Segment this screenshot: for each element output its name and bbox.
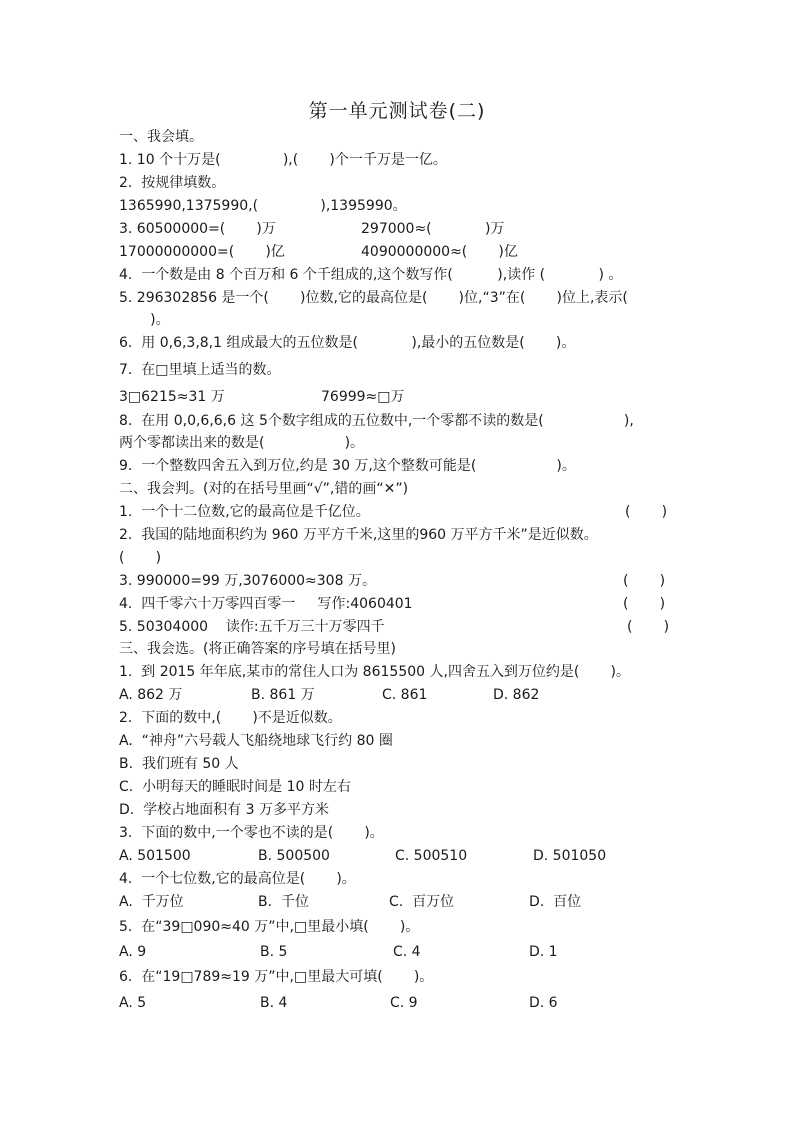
choose-2-option-b: B. 我们班有 50 人 <box>119 756 239 772</box>
choose-6-option-d: D. 6 <box>529 995 558 1011</box>
choose-3-option-c: C. 500510 <box>395 848 468 864</box>
section-heading-judge: 二、我会判。(对的在括号里画“√”,错的画“✕”) <box>119 481 409 497</box>
section-heading-fill: 一、我会填。 <box>119 129 203 145</box>
choose-3-option-d: D. 501050 <box>533 848 607 864</box>
page-title: 第一单元测试卷(二) <box>308 100 486 122</box>
question-fill-8-continued: 两个零都读出来的数是( )。 <box>119 435 365 451</box>
question-choose-3: 3. 下面的数中,一个零也不读的是( )。 <box>119 825 384 841</box>
choose-5-option-a: A. 9 <box>119 944 147 960</box>
judge-5-answer-box: ( ) <box>627 619 670 635</box>
choose-6-option-b: B. 4 <box>260 995 288 1011</box>
question-fill-2-sequence: 1365990,1375990,( ),1395990。 <box>119 198 407 214</box>
question-judge-3: 3. 990000=99 万,3076000≈308 万。 <box>119 573 376 589</box>
question-fill-6: 6. 用 0,6,3,8,1 组成最大的五位数是( ),最小的五位数是( )。 <box>119 335 576 351</box>
question-choose-6: 6. 在“19□789≈19 万”中,□里最大可填( )。 <box>119 969 434 985</box>
question-fill-8: 8. 在用 0,0,6,6,6 这 5个数字组成的五位数中,一个零都不读的数是( ), <box>119 413 634 429</box>
judge-3-answer-box: ( ) <box>623 573 666 589</box>
judge-1-answer-box: ( ) <box>625 504 668 520</box>
choose-1-option-b: B. 861 万 <box>251 687 315 703</box>
choose-1-option-d: D. 862 <box>493 687 540 703</box>
question-fill-5-continued: )。 <box>119 312 170 328</box>
choose-3-option-a: A. 501500 <box>119 848 191 864</box>
choose-6-option-a: A. 5 <box>119 995 147 1011</box>
question-choose-1: 1. 到 2015 年年底,某市的常住人口为 8615500 人,四舍五入到万位约是( )。 <box>119 664 631 680</box>
choose-5-option-d: D. 1 <box>529 944 558 960</box>
choose-5-option-c: C. 4 <box>393 944 421 960</box>
choose-4-option-a: A. 千万位 <box>119 894 184 910</box>
question-judge-4: 4. 四千零六十万零四百零一 写作:4060401 <box>119 596 413 612</box>
question-fill-7-left: 3□6215≈31 万 <box>119 389 225 405</box>
choose-4-option-c: C. 百万位 <box>389 894 455 910</box>
question-fill-7-right: 76999≈□万 <box>321 389 405 405</box>
question-fill-2: 2. 按规律填数。 <box>119 175 226 191</box>
question-fill-1: 1. 10 个十万是( ),( )个一千万是一亿。 <box>119 152 447 168</box>
choose-2-option-c: C. 小明每天的睡眠时间是 10 时左右 <box>119 779 351 795</box>
choose-1-option-a: A. 862 万 <box>119 687 183 703</box>
question-judge-2: 2. 我国的陆地面积约为 960 万平方千米,这里的960 万平方千米”是近似数。 <box>119 527 598 543</box>
judge-2-answer-box: ( ) <box>119 550 162 566</box>
question-judge-5: 5. 50304000 读作:五千万三十万零四千 <box>119 619 385 635</box>
question-fill-9: 9. 一个整数四舍五入到万位,约是 30 万,这个整数可能是( )。 <box>119 458 576 474</box>
choose-4-option-b: B. 千位 <box>258 894 309 910</box>
choose-3-option-b: B. 500500 <box>258 848 330 864</box>
choose-6-option-c: C. 9 <box>390 995 418 1011</box>
question-choose-4: 4. 一个七位数,它的最高位是( )。 <box>119 871 356 887</box>
question-fill-7: 7. 在□里填上适当的数。 <box>119 362 281 378</box>
question-fill-3a-left: 3. 60500000=( )万 <box>119 221 276 237</box>
choose-1-option-c: C. 861 <box>382 687 428 703</box>
question-choose-2: 2. 下面的数中,( )不是近似数。 <box>119 710 342 726</box>
question-fill-3b-right: 4090000000≈( )亿 <box>361 244 518 260</box>
question-fill-3a-right: 297000≈( )万 <box>361 221 505 237</box>
choose-2-option-d: D. 学校占地面积有 3 万多平方米 <box>119 802 329 818</box>
section-heading-choose: 三、我会选。(将正确答案的序号填在括号里) <box>119 641 396 657</box>
question-fill-5: 5. 296302856 是一个( )位数,它的最高位是( )位,“3”在( )位上,表示( <box>119 290 628 306</box>
question-choose-5: 5. 在“39□090≈40 万”中,□里最小填( )。 <box>119 919 420 935</box>
question-judge-1: 1. 一个十二位数,它的最高位是千亿位。 <box>119 504 370 520</box>
judge-4-answer-box: ( ) <box>623 596 666 612</box>
choose-5-option-b: B. 5 <box>260 944 288 960</box>
question-fill-4: 4. 一个数是由 8 个百万和 6 个千组成的,这个数写作( ),读作 ( ) 。 <box>119 267 623 283</box>
choose-4-option-d: D. 百位 <box>529 894 582 910</box>
question-fill-3b-left: 17000000000=( )亿 <box>119 244 285 260</box>
choose-2-option-a: A. “神舟”六号载人飞船绕地球飞行约 80 圈 <box>119 733 393 749</box>
